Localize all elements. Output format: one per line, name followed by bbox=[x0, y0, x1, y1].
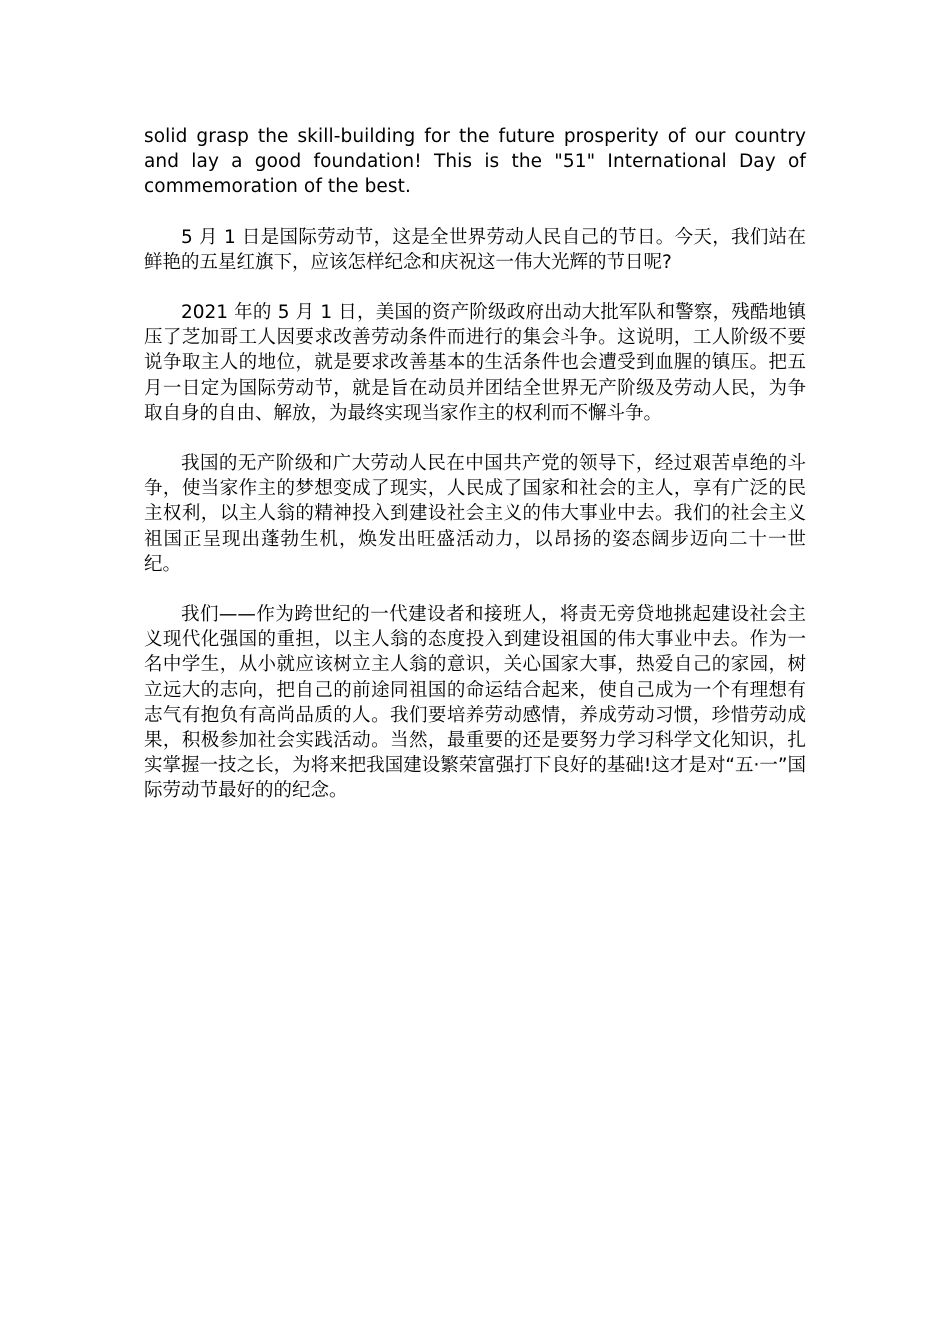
paragraph-youth: 我们——作为跨世纪的一代建设者和接班人，将责无旁贷地挑起建设社会主义现代化强国的重担，以主人翁的态度投入到建设祖国的伟大事业中去。作为一名中学生，从小就应该树立主人翁的意识，关心国家大事，热爱自己的家园，树立远大的志向，把自己的前途同祖国的命运结合起来，使自己成为一个有理想有志气有抱负有高尚品质的人。我们要培养劳动感情，养成劳动习惯，珍惜劳动成果，积极参加社会实践活动。当然，最重要的还是要努力学习科学文化知识，扎实掌握一技之长，为将来把我国建设繁荣富强打下良好的基础!这才是对“五·一”国际劳动节最好的的纪念。 bbox=[144, 604, 806, 802]
paragraph-english: solid grasp the skill-building for the future prosperity of our country and lay a good foundation! This is the "51" International Day of commemoration of the best. bbox=[144, 126, 806, 198]
paragraph-history: 2021 年的 5 月 1 日，美国的资产阶级政府出动大批军队和警察，残酷地镇压了芝加哥工人因要求改善劳动条件而进行的集会斗争。这说明，工人阶级不要说争取主人的地位，就是要求改善基本的生活条件也会遭受到血腥的镇压。把五月一日定为国际劳动节，就是旨在动员并团结全世界无产阶级及劳动人民，为争取自身的自由、解放，为最终实现当家作主的权利而不懈斗争。 bbox=[144, 302, 806, 424]
document-body bbox=[144, 124, 806, 829]
paragraph-intro: 5 月 1 日是国际劳动节，这是全世界劳动人民自己的节日。今天，我们站在鲜艳的五星红旗下，应该怎样纪念和庆祝这一伟大光辉的节日呢? bbox=[144, 226, 806, 273]
paragraph-china: 我国的无产阶级和广大劳动人民在中国共产党的领导下，经过艰苦卓绝的斗争，使当家作主的梦想变成了现实，人民成了国家和社会的主人，享有广泛的民主权利，以主人翁的精神投入到建设社会主义的伟大事业中去。我们的社会主义祖国正呈现出蓬勃生机，焕发出旺盛活动力，以昂扬的姿态阔步迈向二十一世纪。 bbox=[144, 453, 806, 575]
